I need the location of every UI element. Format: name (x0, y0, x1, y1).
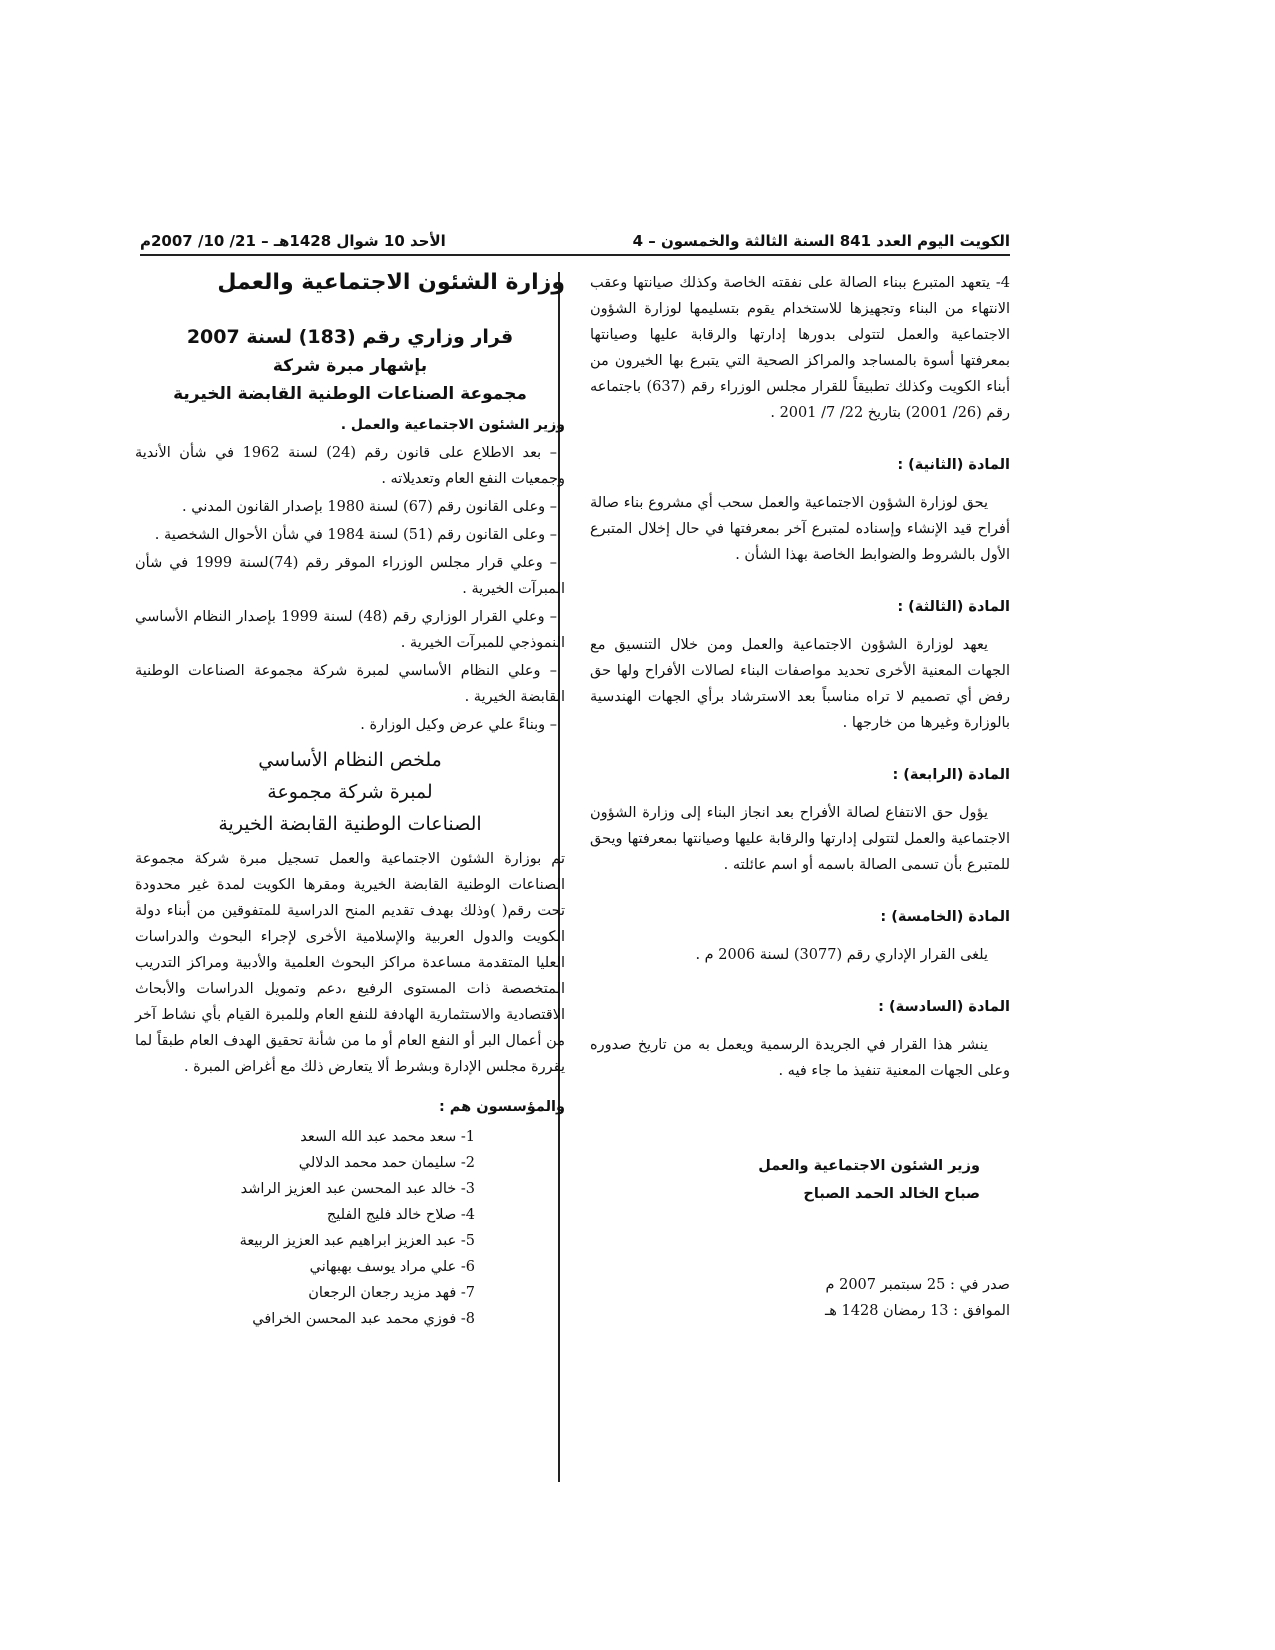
founder-item: 5- عبد العزيز ابراهيم عبد العزيز الربيعة (239, 1233, 475, 1249)
article-3-text: يعهد لوزارة الشؤون الاجتماعية والعمل ومن خلال التنسيق مع الجهات المعنية الأخرى تحديد مواصفات البناء لصالات الأفراح ولها حق رفض أي تصميم لا تراه مناسباً بعد الاسترشاد برأي الجهات الهندسية بالوزارة وغيرها من خارجها . (590, 637, 1010, 731)
recital: – وبناءً علي عرض وكيل الوزارة . (360, 717, 557, 733)
summary-text: تم بوزارة الشئون الاجتماعية والعمل تسجيل مبرة شركة مجموعة الصناعات الوطنية القابضة الخيرية ومقرها الكويت لمدة غير محدودة تحت رقم( )وذلك بهدف تقديم المنح الدراسية للمتفوقين من أبناء دولة الكويت والدول العربية والإسلامية الأخرى لإجراء البحوث والدراسات العليا المتقدمة مساعدة مراكز البحوث العلمية والأدبية ومراكز التدريب المتخصصة ذات المستوى الرفيع ،دعم وتمويل الدراسات والأبحاث الاقتصادية والاستثمارية الهادفة للنفع العام وللمبرة القيام بأي نشاط آخر من أعمال البر أو النفع العام أو ما من شأنة تحقيق الهدف العام طبقاً لما يقررة مجلس الإدارة وبشرط ألا يتعارض ذلك مع أغراض المبرة . (135, 851, 565, 1075)
article-5-title: المادة (الخامسة) : (880, 909, 1010, 925)
page-header (140, 222, 1010, 256)
founder-item: 2- سليمان حمد محمد الدلالي (298, 1155, 475, 1171)
hijri-date: الموافق : 13 رمضان 1428 هـ (825, 1303, 1010, 1319)
signature-block (590, 1152, 980, 1208)
founder-item: 3- خالد عبد المحسن عبد العزيز الراشد (240, 1181, 475, 1197)
decree-subtitle-2: مجموعة الصناعات الوطنية القابضة الخيرية (173, 384, 527, 404)
recital: – وعلي القرار الوزاري رقم (48) لسنة 1999 بإصدار النظام الأساسي النموذجي للمبرآت الخيرية . (135, 609, 565, 651)
summary-line: ملخص النظام الأساسي (258, 749, 442, 771)
issued-date: صدر في : 25 سبتمبر 2007 م (825, 1277, 1010, 1293)
summary-heading (135, 744, 565, 840)
founder-item: 1- سعد محمد عبد الله السعد (300, 1129, 475, 1145)
recital: – وعلى القانون رقم (67) لسنة 1980 بإصدار القانون المدني . (182, 499, 557, 515)
right-column (590, 270, 1010, 1324)
article-2-title: المادة (الثانية) : (897, 457, 1010, 473)
article-3-title: المادة (الثالثة) : (897, 599, 1010, 615)
recital: – بعد الاطلاع على قانون رقم (24) لسنة 1962 في شأن الأندية وجمعيات النفع العام وتعديلاته . (135, 445, 565, 487)
founder-item: 7- فهد مزيد رجعان الرجعان (308, 1285, 475, 1301)
ministry-title: وزارة الشئون الاجتماعية والعمل (217, 270, 565, 295)
recital: – وعلي قرار مجلس الوزراء الموقر رقم (74)لسنة 1999 في شأن المبرآت الخيرية . (135, 555, 565, 597)
signature-title: وزير الشئون الاجتماعية والعمل (758, 1158, 980, 1174)
recital: – وعلي النظام الأساسي لمبرة شركة مجموعة الصناعات الوطنية القابضة الخيرية . (135, 663, 565, 705)
header-date: الأحد 10 شوال 1428هـ – 21/ 10/ 2007م (140, 232, 446, 250)
founders-list (135, 1124, 565, 1332)
decree-subtitle-1: بإشهار مبرة شركة (272, 356, 428, 376)
left-column (135, 270, 565, 1332)
summary-line: الصناعات الوطنية القابضة الخيرية (218, 813, 482, 835)
article-6-text: ينشر هذا القرار في الجريدة الرسمية ويعمل به من تاريخ صدوره وعلى الجهات المعنية تنفيذ ما جاء فيه . (590, 1037, 1010, 1079)
recital: – وعلى القانون رقم (51) لسنة 1984 في شأن الأحوال الشخصية . (154, 527, 557, 543)
article-2-text: يحق لوزارة الشؤون الاجتماعية والعمل سحب أي مشروع بناء صالة أفراح قيد الإنشاء وإسناده لمتبرع آخر بمعرفتها في حال إخلال المتبرع الأول بالشروط والضوابط الخاصة بهذا الشأن . (590, 495, 1010, 563)
founder-item: 4- صلاح خالد فليج الفليج (326, 1207, 475, 1223)
header-issue: الكويت اليوم العدد 841 السنة الثالثة والخمسون – 4 (632, 232, 1010, 250)
decree-title: قرار وزاري رقم (183) لسنة 2007 (186, 326, 514, 348)
article-5-text: يلغى القرار الإداري رقم (3077) لسنة 2006 م . (695, 947, 988, 963)
founder-item: 6- علي مراد يوسف بهبهاني (309, 1259, 475, 1275)
signature-name: صباح الخالد الحمد الصباح (803, 1186, 980, 1202)
article-4-title: المادة (الرابعة) : (892, 767, 1010, 783)
founder-item: 8- فوزي محمد عبد المحسن الخرافي (252, 1311, 475, 1327)
item-4: 4- يتعهد المتبرع ببناء الصالة على نفقته الخاصة وكذلك صيانتها وعقب الانتهاء من البناء وتجهيزها للاستخدام يقوم بتسليمها لوزارة الشؤون الاجتماعية والعمل لتتولى بدورها إدارتها والرقابة عليها وصيانتها بمعرفتها أسوة بالمساجد والمراكز الصحية التي يتبرع بها الخيرون من أبناء الكويت وكذلك تطبيقاً للقرار مجلس الوزراء رقم (637) باجتماعه رقم (26/ 2001) بتاريخ 22/ 7/ 2001 . (590, 275, 1010, 421)
founders-title: والمؤسسون هم : (438, 1099, 565, 1115)
article-6-title: المادة (السادسة) : (878, 999, 1010, 1015)
article-4-text: يؤول حق الانتفاع لصالة الأفراح بعد انجاز البناء إلى وزارة الشؤون الاجتماعية والعمل لتتولى إدارتها والرقابة عليها وصيانتها بمعرفتها ويحق للمتبرع بأن تسمى الصالة باسمه أو اسم عائلته . (590, 805, 1010, 873)
summary-line: لمبرة شركة مجموعة (267, 781, 433, 803)
minister-line: وزير الشئون الاجتماعية والعمل . (340, 417, 565, 433)
issue-dates (590, 1272, 1010, 1324)
